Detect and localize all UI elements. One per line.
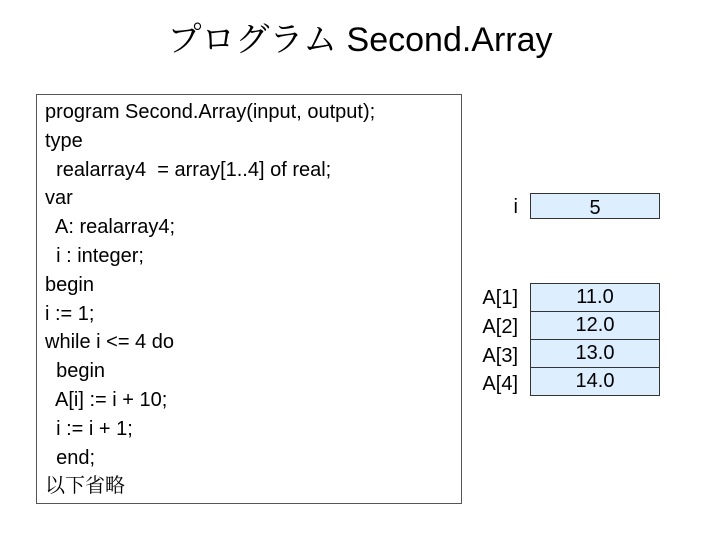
- variable-i-value-cell: 5: [530, 193, 660, 219]
- code-line: i := 1;: [45, 302, 95, 325]
- array-element-label: A[1]: [482, 287, 518, 309]
- array-element-value-cell: 14.0: [530, 367, 660, 396]
- array-element-value-cell: 12.0: [530, 311, 660, 340]
- array-element-label: A[2]: [482, 315, 518, 338]
- code-line: while i <= 4 do: [45, 331, 174, 354]
- slide-title: プログラム Second.Array: [167, 21, 553, 59]
- code-box: [36, 94, 462, 504]
- code-line: end;: [45, 446, 96, 469]
- array-labels: [458, 284, 518, 399]
- array-element-value-cell: 13.0: [530, 339, 660, 368]
- code-line: i := i + 1;: [45, 417, 133, 440]
- code-line: A: realarray4;: [45, 216, 176, 239]
- array-element-value-cell: 11.0: [530, 283, 660, 312]
- code-line: A[i] := i + 10;: [45, 388, 168, 411]
- code-line: 以下省略: [45, 475, 125, 498]
- code-line: begin: [45, 360, 106, 383]
- code-line: var: [45, 187, 73, 210]
- code-line: realarray4 = array[1..4] of real;: [45, 158, 332, 181]
- code-line: type: [45, 129, 83, 152]
- code-line: begin: [45, 273, 94, 296]
- array-element-label: A[4]: [482, 373, 518, 396]
- variable-i-label: i: [513, 196, 518, 218]
- array-element-label: A[3]: [482, 344, 518, 367]
- code-line: program Second.Array(input, output);: [45, 101, 376, 123]
- code-line: i : integer;: [45, 244, 144, 267]
